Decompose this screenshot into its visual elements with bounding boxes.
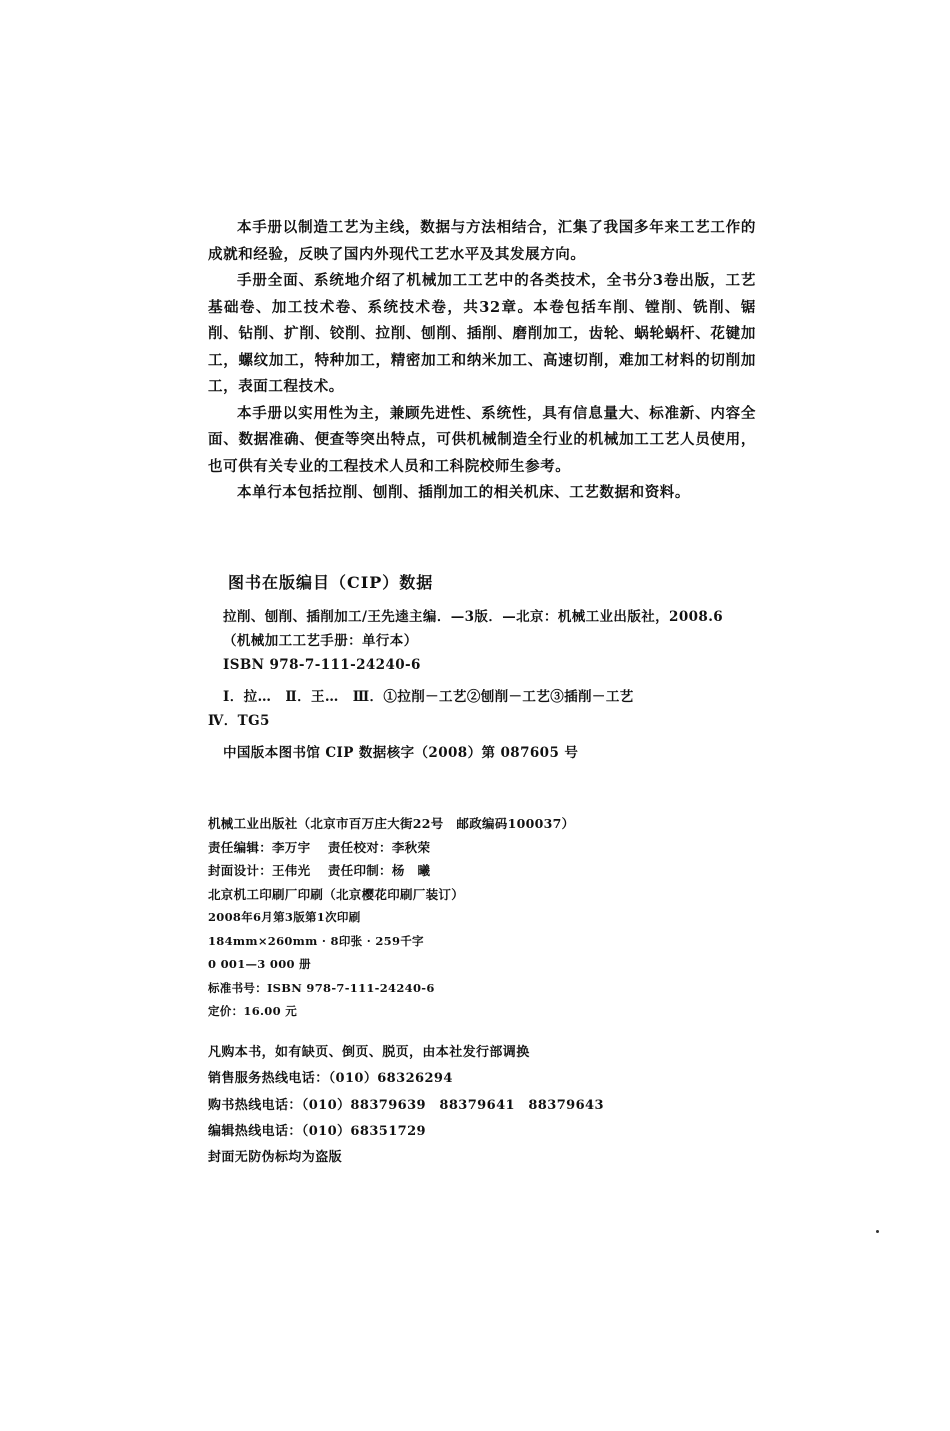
- editorial-hotline: 编辑热线电话：（010）68351729: [208, 1123, 426, 1139]
- description-paragraph-4: 本单行本包括拉削、刨削、插削加工的相关机床、工艺数据和资料。: [237, 484, 690, 501]
- cip-series-line: （机械加工工艺手册：单行本）: [223, 633, 418, 649]
- book-description: [208, 215, 756, 507]
- format-line: 184mm×260mm · 8印张 · 259千字: [208, 933, 424, 948]
- sales-hotline: 销售服务热线电话：（010）68326294: [208, 1071, 453, 1087]
- speck-mark: [876, 1230, 879, 1233]
- notice-block: [208, 1040, 768, 1171]
- defect-notice: 凡购本书，如有缺页、倒页、脱页，由本社发行部调换: [208, 1045, 530, 1060]
- cip-block: [208, 605, 756, 765]
- cip-heading: 图书在版编目（CIP）数据: [228, 573, 434, 592]
- publisher-line: 机械工业出版社（北京市百万庄大街22号 邮政编码100037）: [208, 816, 575, 831]
- cip-classification-line: Ⅳ．TG5: [208, 713, 270, 729]
- purchase-hotline: 购书热线电话：（010）88379639 88379641 88379643: [208, 1097, 604, 1113]
- price-line: 定价：16.00 元: [208, 1004, 298, 1018]
- printer-line: 北京机工印刷厂印刷（北京樱花印刷厂装订）: [208, 886, 465, 902]
- imprint-block: [208, 812, 768, 1024]
- design-line: 封面设计：王伟光 责任印制：杨 曦: [208, 863, 431, 878]
- editors-line: 责任编辑：李万宇 责任校对：李秋荣: [208, 839, 431, 855]
- description-paragraph-2: 手册全面、系统地介绍了机械加工工艺中的各类技术，全书分3卷出版，工艺基础卷、加工技术卷、系统技术卷，共32章。本卷包括车削、镗削、铣削、锯削、钻削、扩削、铰削、拉削、刨削、插削、磨削加工，齿轮、蜗轮蜗杆、花键加工，螺纹加工，特种加工，精密加工和纳米加工、高速切削，难加工材料的切削加工，表面工程技术。: [208, 272, 756, 395]
- anti-piracy-notice: 封面无防伪标均为盗版: [208, 1150, 343, 1166]
- description-paragraph-1: 本手册以制造工艺为主线，数据与方法相结合，汇集了我国多年来工艺工作的成就和经验，反映了国内外现代工艺水平及其发展方向。: [208, 219, 756, 263]
- isbn-line: 标准书号：ISBN 978-7-111-24240-6: [208, 980, 435, 995]
- cip-subject-line: Ⅰ．拉… Ⅱ．王… Ⅲ．①拉削－工艺②刨削－工艺③插削－工艺: [223, 689, 634, 705]
- cip-bibliographic-line: 拉削、刨削、插削加工/王先逵主编．—3版．—北京：机械工业出版社，2008.6: [223, 609, 724, 625]
- cip-record-number: 中国版本图书馆 CIP 数据核字（2008）第 087605 号: [223, 745, 579, 761]
- edition-line: 2008年6月第3版第1次印刷: [208, 910, 361, 924]
- copies-line: 0 001—3 000 册: [208, 957, 311, 971]
- description-paragraph-3: 本手册以实用性为主，兼顾先进性、系统性，具有信息量大、标准新、内容全面、数据准确、便查等突出特点，可供机械制造全行业的机械加工工艺人员使用，也可供有关专业的工程技术人员和工科院校师生参考。: [208, 404, 756, 475]
- cip-isbn-line: ISBN 978-7-111-24240-6: [223, 657, 421, 673]
